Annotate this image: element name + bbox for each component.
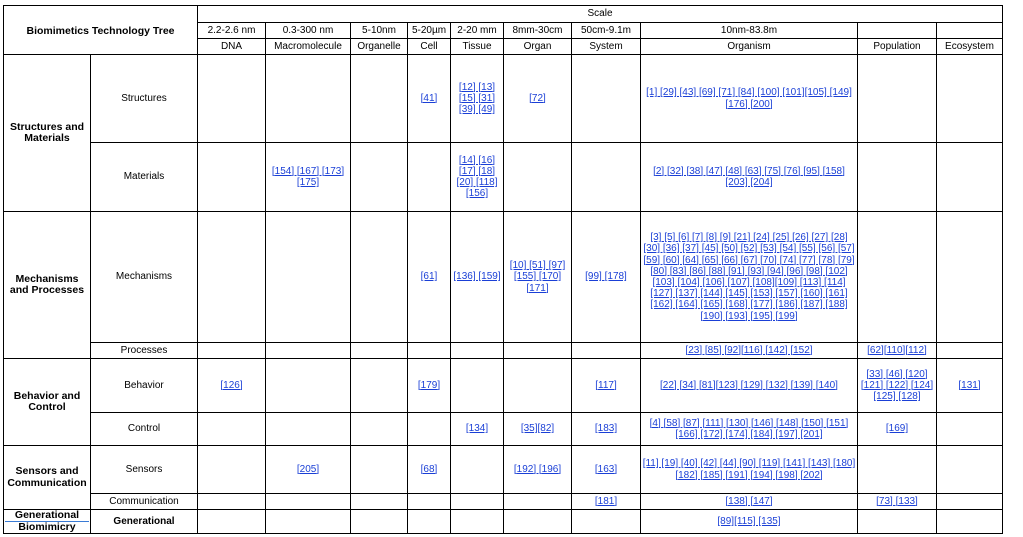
cell-cell <box>408 510 451 534</box>
cell-organelle <box>351 494 408 510</box>
reference-links[interactable]: [99] [178] <box>585 271 627 283</box>
row-label-generational: Generational <box>91 510 198 534</box>
cell-population <box>858 510 937 534</box>
scale-range-8 <box>858 23 937 39</box>
reference-links[interactable]: [2] [32] [38] [47] [48] [63] [75] [76] [95] [158] [203] [204] <box>653 165 845 188</box>
table-row <box>4 212 1003 343</box>
scale-level-cell: Cell <box>408 39 451 55</box>
cell-population <box>858 55 937 143</box>
cell-organism <box>641 494 858 510</box>
cell-system <box>572 343 641 359</box>
cell-organism <box>641 413 858 446</box>
row-label-materials: Materials <box>91 143 198 212</box>
reference-links[interactable]: [169] <box>885 423 909 435</box>
reference-links[interactable]: [138] [147] <box>725 495 773 507</box>
cell-dna <box>198 446 266 494</box>
table-row <box>4 413 1003 446</box>
reference-links[interactable]: [117] <box>595 379 617 391</box>
cell-organelle <box>351 143 408 212</box>
reference-links[interactable]: [22] [34] [81][123] [129] [132] [139] [140] <box>660 379 838 391</box>
cell-system <box>572 55 641 143</box>
cell-system <box>572 494 641 510</box>
reference-links[interactable]: [41] <box>420 92 438 104</box>
row-label-communication: Communication <box>91 494 198 510</box>
cell-organelle <box>351 413 408 446</box>
cell-population <box>858 359 937 413</box>
cell-dna <box>198 212 266 343</box>
cell-organism <box>641 359 858 413</box>
cell-ecosystem <box>937 55 1003 143</box>
cell-ecosystem <box>937 510 1003 534</box>
cell-ecosystem <box>937 446 1003 494</box>
reference-links[interactable]: [183] <box>594 423 618 435</box>
cell-cell <box>408 413 451 446</box>
cell-macromolecule <box>266 212 351 343</box>
cell-cell <box>408 343 451 359</box>
reference-links[interactable]: [179] <box>417 379 441 391</box>
scale-level-organism: Organism <box>641 39 858 55</box>
header-row-scale <box>4 6 1003 23</box>
reference-links[interactable]: [73] [133] <box>876 495 918 507</box>
scale-range-6: 50cm-9.1m <box>572 23 641 39</box>
scale-range-1: 0.3-300 nm <box>266 23 351 39</box>
cell-dna <box>198 55 266 143</box>
reference-links[interactable]: [192] [196] <box>513 463 562 475</box>
scale-range-0: 2.2-2.6 nm <box>198 23 266 39</box>
cell-organ <box>504 510 572 534</box>
cell-macromolecule <box>266 55 351 143</box>
cell-organism <box>641 55 858 143</box>
reference-links[interactable]: [89][115] [135] <box>717 516 781 528</box>
cell-population <box>858 143 937 212</box>
group-label <box>4 510 91 534</box>
cell-macromolecule <box>266 510 351 534</box>
scale-level-system: System <box>572 39 641 55</box>
table-row <box>4 446 1003 494</box>
cell-tissue <box>451 343 504 359</box>
reference-links[interactable]: [11] [19] [40] [42] [44] [90] [119] [141] [143] [180] [182] [185] [191] [194] [198] [202] <box>642 458 856 481</box>
cell-macromolecule <box>266 494 351 510</box>
reference-links[interactable]: [163] <box>594 463 618 475</box>
scale-range-4: 2-20 mm <box>451 23 504 39</box>
group-label: Sensors and Communication <box>4 446 91 510</box>
cell-tissue <box>451 494 504 510</box>
cell-organ <box>504 359 572 413</box>
cell-system <box>572 359 641 413</box>
reference-links[interactable]: [154] [167] [173] [175] <box>271 165 345 188</box>
table-row <box>4 494 1003 510</box>
reference-links[interactable]: [1] [29] [43] [69] [71] [84] [100] [101][105] [149] [176] [200] <box>646 87 852 110</box>
cell-organelle <box>351 55 408 143</box>
cell-tissue <box>451 55 504 143</box>
cell-dna <box>198 494 266 510</box>
cell-organelle <box>351 212 408 343</box>
cell-system <box>572 510 641 534</box>
cell-ecosystem <box>937 143 1003 212</box>
cell-macromolecule <box>266 413 351 446</box>
cell-system <box>572 143 641 212</box>
table-row <box>4 510 1003 534</box>
cell-tissue <box>451 413 504 446</box>
cell-ecosystem <box>937 494 1003 510</box>
table-row <box>4 55 1003 143</box>
cell-macromolecule <box>266 143 351 212</box>
cell-organelle <box>351 446 408 494</box>
row-label-mechanisms: Mechanisms <box>91 212 198 343</box>
scale-range-2: 5-10nm <box>351 23 408 39</box>
biomimetics-technology-tree-table <box>3 5 1003 534</box>
cell-dna <box>198 343 266 359</box>
reference-links[interactable]: [72] <box>529 92 546 104</box>
cell-tissue <box>451 359 504 413</box>
cell-organ <box>504 143 572 212</box>
cell-cell <box>408 494 451 510</box>
cell-organism <box>641 343 858 359</box>
cell-organism <box>641 143 858 212</box>
reference-links[interactable]: [14] [16] [17] [18] [20] [118] [156] <box>456 154 498 200</box>
cell-cell <box>408 212 451 343</box>
cell-tissue <box>451 510 504 534</box>
cell-tissue <box>451 143 504 212</box>
cell-organism <box>641 446 858 494</box>
cell-cell <box>408 55 451 143</box>
scale-level-tissue: Tissue <box>451 39 504 55</box>
cell-organ <box>504 446 572 494</box>
scale-range-7: 10nm-83.8m <box>641 23 858 39</box>
cell-macromolecule <box>266 343 351 359</box>
row-label-processes: Processes <box>91 343 198 359</box>
cell-tissue <box>451 446 504 494</box>
reference-links[interactable]: [33] [46] [120] [121] [122] [124] [125] [128] <box>860 368 934 403</box>
cell-organ <box>504 494 572 510</box>
cell-dna <box>198 143 266 212</box>
cell-system <box>572 446 641 494</box>
reference-links[interactable]: [68] <box>420 463 438 475</box>
cell-ecosystem <box>937 343 1003 359</box>
row-label-sensors: Sensors <box>91 446 198 494</box>
cell-organism <box>641 212 858 343</box>
cell-ecosystem <box>937 359 1003 413</box>
scale-level-organelle: Organelle <box>351 39 408 55</box>
cell-system <box>572 212 641 343</box>
cell-population <box>858 343 937 359</box>
reference-links[interactable]: [35][82] <box>520 423 555 435</box>
table-row <box>4 359 1003 413</box>
scale-range-3: 5-20µm <box>408 23 451 39</box>
row-label-control: Control <box>91 413 198 446</box>
cell-system <box>572 413 641 446</box>
cell-organ <box>504 212 572 343</box>
reference-links[interactable]: [12] [13] [15] [31] [39] [49] <box>458 81 496 116</box>
table-row <box>4 343 1003 359</box>
reference-links[interactable]: [131] <box>958 379 981 391</box>
group-label-line1: Generational <box>5 510 89 522</box>
cell-organelle <box>351 343 408 359</box>
reference-links[interactable]: [61] <box>420 271 438 283</box>
scale-level-ecosystem: Ecosystem <box>937 39 1003 55</box>
reference-links[interactable]: [3] [5] [6] [7] [8] [9] [21] [24] [25] [26] [27] [28] [30] [36] [37] [45] [50] [52] [53] [54] [55] [56] [57] [59] [60] [64] [65] [66] [67] [70] [74] [77] [78] [79] [80] [83] [86] [88] [91] [93] [94] [96] [98] [102] [103] [104] [106] [107] [108][109] [113] [114] [127] [137] [144] [145] [153] [157] [160] [161] [162] [164] [165] [168] [177] [186] [187] [188] [190] [193] [195] [199] <box>643 232 855 322</box>
cell-dna <box>198 413 266 446</box>
cell-population <box>858 212 937 343</box>
cell-cell <box>408 143 451 212</box>
group-label-line2: Biomimicry <box>18 521 76 534</box>
reference-links[interactable]: [126] <box>220 379 243 391</box>
group-label: Behavior and Control <box>4 359 91 446</box>
cell-dna <box>198 359 266 413</box>
group-label: Mechanisms and Processes <box>4 212 91 359</box>
cell-organelle <box>351 510 408 534</box>
cell-population <box>858 413 937 446</box>
scale-range-5: 8mm-30cm <box>504 23 572 39</box>
reference-links[interactable]: [4] [58] [87] [111] [130] [146] [148] [150] [151] [166] [172] [174] [184] [197] [201] <box>649 417 849 440</box>
cell-population <box>858 446 937 494</box>
cell-organelle <box>351 359 408 413</box>
group-label: Structures and Materials <box>4 55 91 212</box>
cell-organism <box>641 510 858 534</box>
cell-organ <box>504 413 572 446</box>
reference-links[interactable]: [10] [51] [97] [155] [170] [171] <box>509 260 566 294</box>
cell-population <box>858 494 937 510</box>
cell-organ <box>504 343 572 359</box>
cell-ecosystem <box>937 413 1003 446</box>
reference-links[interactable]: [136] [159] <box>453 271 501 283</box>
scale-level-population: Population <box>858 39 937 55</box>
table-row <box>4 143 1003 212</box>
cell-ecosystem <box>937 212 1003 343</box>
cell-macromolecule <box>266 359 351 413</box>
cell-cell <box>408 446 451 494</box>
scale-header: Scale <box>198 6 1003 23</box>
scale-level-dna: DNA <box>198 39 266 55</box>
reference-links[interactable]: [181] <box>594 495 618 507</box>
scale-level-macromolecule: Macromolecule <box>266 39 351 55</box>
scale-level-organ: Organ <box>504 39 572 55</box>
reference-links[interactable]: [134] <box>465 423 489 435</box>
reference-links[interactable]: [23] [85] [92][116] [142] [152] <box>685 344 813 356</box>
cell-organ <box>504 55 572 143</box>
cell-macromolecule <box>266 446 351 494</box>
reference-links[interactable]: [205] <box>296 463 320 475</box>
scale-range-9 <box>937 23 1003 39</box>
cell-dna <box>198 510 266 534</box>
row-label-structures: Structures <box>91 55 198 143</box>
table-title: Biomimetics Technology Tree <box>4 6 198 55</box>
cell-cell <box>408 359 451 413</box>
cell-tissue <box>451 212 504 343</box>
reference-links[interactable]: [62][110][112] <box>867 344 927 356</box>
row-label-behavior: Behavior <box>91 359 198 413</box>
